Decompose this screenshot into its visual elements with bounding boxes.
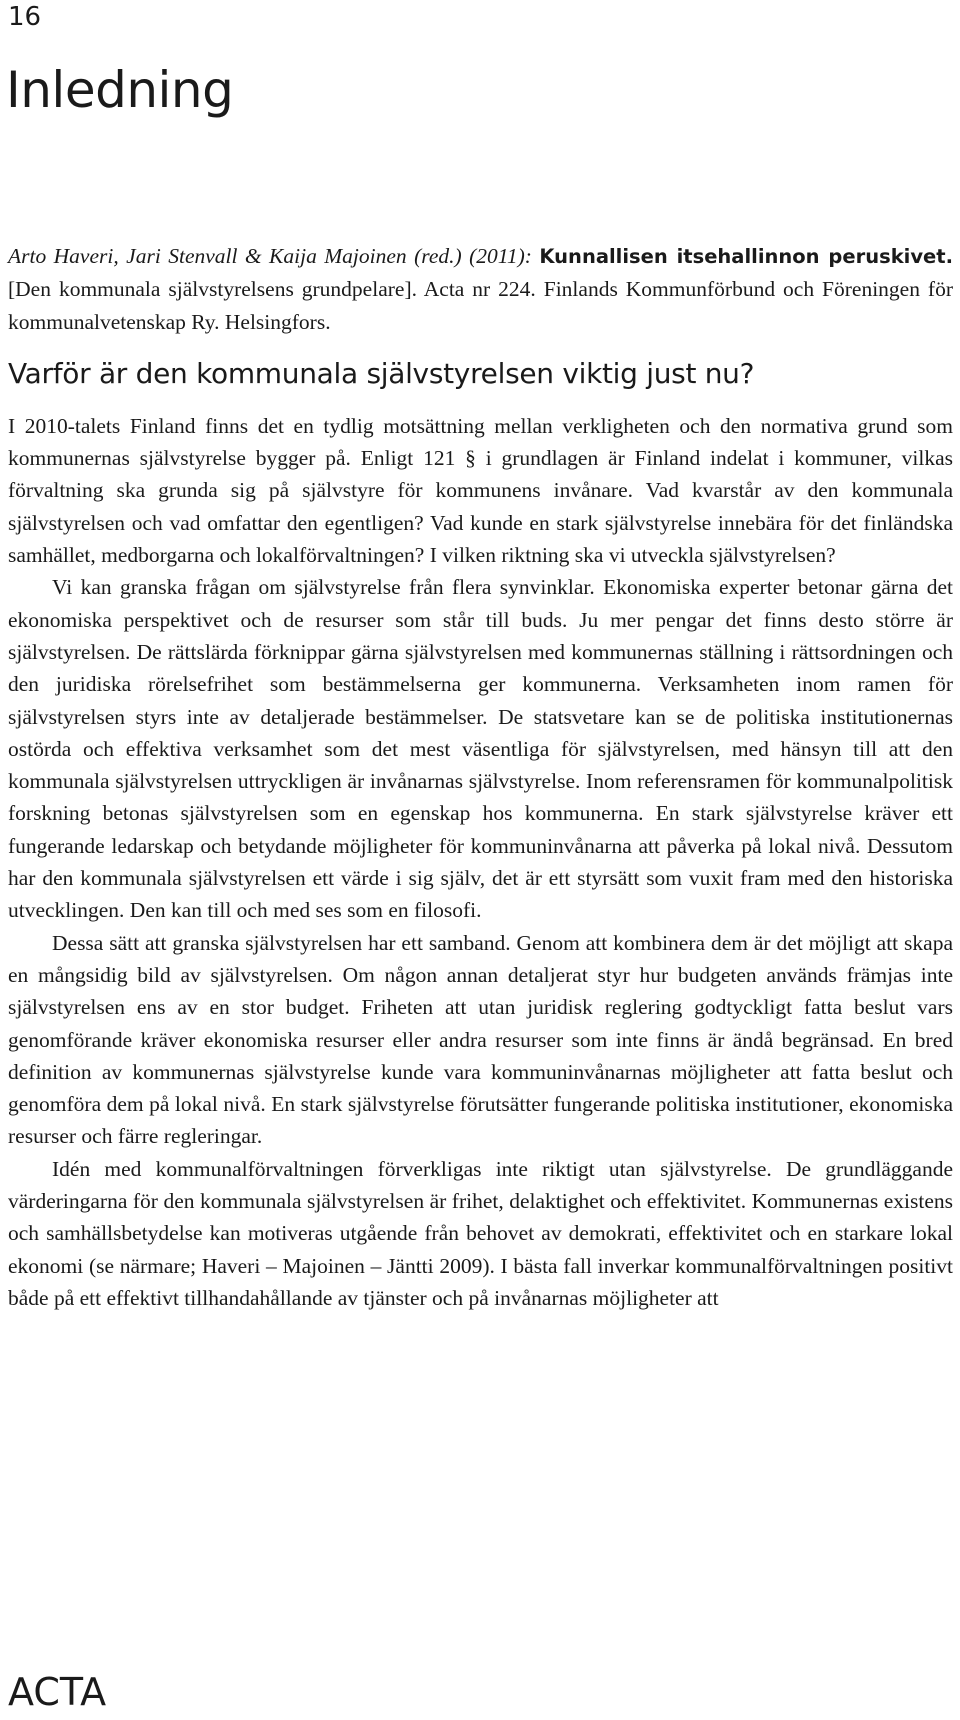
paragraph-2: Vi kan granska frågan om självstyrelse från flera synvinklar. Ekonomiska experter betonar gärna det ekonomiska perspektivet och de resurser som står till buds. Ju mer pengar det finns desto större är självstyrelsen. De rättslärda förknippar gärna självstyrelsen med kommunernas ställning i rättsordningen och den juridiska rörelsefrihet som bestämmelserna ger kommunerna. Verksamheten inom ramen för självstyrelsen styrs inte av detaljerade bestämmelser. De statsvetare kan se de politiska institutionernas ostörda och effektiva verksamhet som det mest väsentliga för självstyrelsen, med hänsyn till att den kommunala självstyrelsen uttryckligen är invånarnas självstyrelse. Inom referensramen för kommunalpolitisk forskning betonas självstyrelsen som en egenskap hos kommunerna. En stark självstyrelse kräver ett fungerande ledarskap och betydande möjligheter för kommuninvånarna att påverka på lokal nivå. Dessutom har den kommunala självstyrelsen ett värde i sig själv, det är ett styrsätt som vuxit fram med den historiska utvecklingen. Den kan till och med ses som en filosofi. bbox=[8, 575, 953, 923]
page-number: 16 bbox=[8, 2, 42, 32]
citation-title: Kunnallisen itsehallinnon peruskivet. bbox=[539, 245, 954, 268]
citation-details: [Den kommunala självstyrelsens grundpelare]. Acta nr 224. Finlands Kommunförbund och Föreningen för kommunalvetenskap Ry. Helsingfors. bbox=[8, 277, 953, 334]
paragraph-1: I 2010-talets Finland finns det en tydlig motsättning mellan verkligheten och den normativa grund som kommunernas självstyrelse bygger på. Enligt 121 § i grundlagen är Finland indelat i kommuner, vilkas förvaltning ska grunda sig på självstyre för kommunens invånare. Vad kvarstår av den kommunala självstyrelsen och vad omfattar den egentligen? Vad kunde en stark självstyrelse innebära för det finländska samhället, medborgarna och lokalförvaltningen? I vilken riktning ska vi utveckla självstyrelsen? bbox=[8, 413, 953, 568]
paragraph-3: Dessa sätt att granska självstyrelsen har ett samband. Genom att kombinera dem är det möjligt att skapa en mångsidig bild av självstyrelsen. Om någon annan detaljerat styr hur budgeten används främjas inte självstyrelsen ens av en stor budget. Friheten att utan juridisk reglering godtyckligt fatta beslut vars genomförande kräver ekonomiska resurser eller andra resurser som inte finns är ändå begränsad. En bred definition av kommunernas självstyrelse kunde vara kommuninvånarnas möjligheter att fatta beslut och genomföra dem på lokal nivå. En stark självstyrelse förutsätter fungerande politiska institutioner, ekonomiska resurser och färre regleringar. bbox=[8, 930, 953, 1149]
chapter-title: Inledning bbox=[6, 61, 234, 119]
body-text bbox=[8, 240, 953, 1314]
citation-authors: Arto Haveri, Jari Stenvall & Kaija Majoinen (red.) (2011): bbox=[8, 244, 532, 268]
section-heading: Varför är den kommunala självstyrelsen viktig just nu? bbox=[8, 356, 755, 390]
footer-publisher-mark: ACTA bbox=[8, 1670, 107, 1714]
citation bbox=[8, 240, 953, 338]
paragraph-4: Idén med kommunalförvaltningen förverkligas inte riktigt utan självstyrelse. De grundläggande värderingarna för den kommunala självstyrelsen är frihet, delaktighet och effektivitet. Kommunernas existens och samhällsbetydelse kan motiveras utgående från behovet av demokrati, effektivitet och en starkare lokal ekonomi (se närmare; Haveri – Majoinen – Jäntti 2009). I bästa fall inverkar kommunalförvaltningen positivt både på ett effektivt tillhandahållande av tjänster och på invånarnas möjligheter att bbox=[8, 1156, 953, 1310]
